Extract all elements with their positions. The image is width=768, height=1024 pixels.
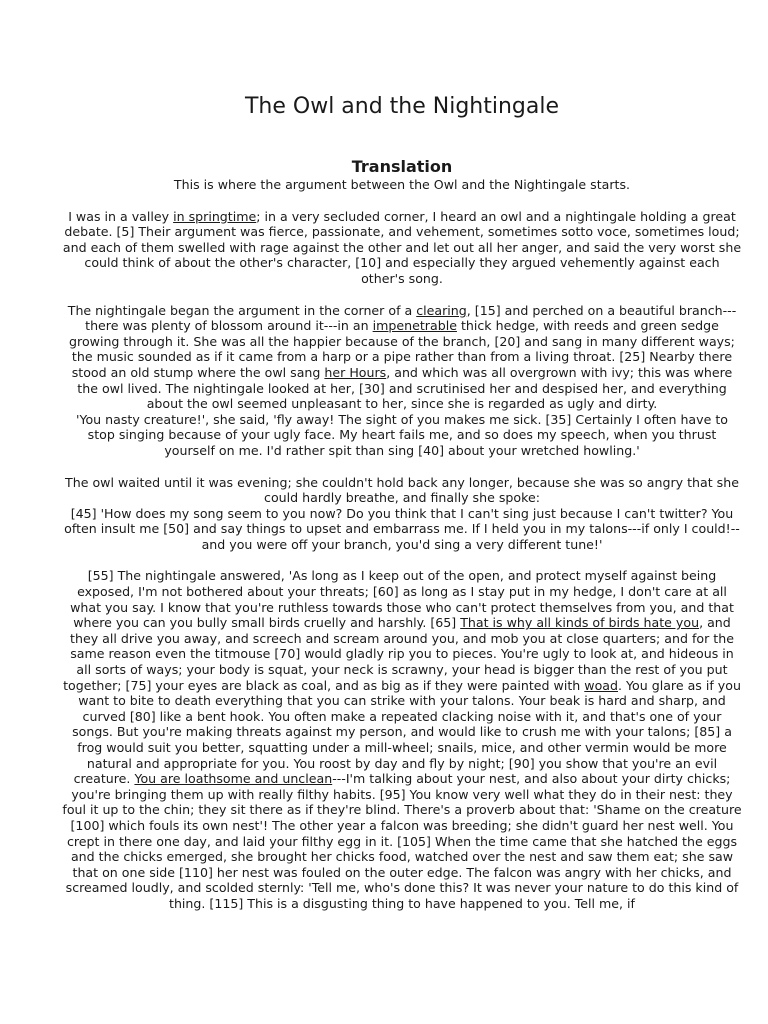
underlined-phrase: clearing [416, 302, 467, 318]
text-span: . You glare as if you want to bite to death everything that you can strike with your talons. Your beak is hard and sharp, and curved [80] like a bent hook. You often make a repeated clacking noise with it, and that's one of your songs. But you're making threats against my person, and would like to crush me with your talons; [85] a frog would suit you better, squatting under a mill-wheel; snails, mice, and other vermin would be more natural and appropriate for you. You roost by day and fly by night; [90] you show that you're an evil creature. [72, 677, 741, 787]
underlined-phrase: That is why all kinds of birds hate you [460, 615, 700, 631]
section-heading: Translation [351, 157, 453, 176]
text-span: [45] 'How does my song seem to you now? Do you think that I can't sing just because I can't twitter? You often insult me [50] and say things to upset and embarrass me. If I held you in my talons---if only I could!--and you were off your branch, you'd sing a very different tune!' [64, 505, 740, 552]
text-span: The nightingale began the argument in the corner of a [67, 302, 417, 318]
paragraph-4 [62, 568, 742, 911]
intro-paragraph: This is where the argument between the Owl and the Nightingale starts. [173, 177, 631, 192]
paragraph-1 [62, 209, 742, 287]
underlined-phrase: impenetrable [372, 318, 457, 334]
underlined-phrase: You are loathsome and unclean [134, 771, 333, 787]
text-span: [55] The nightingale answered, 'As long as I keep out of the open, and protect myself against being exposed, I'm not bothered about your threats; [60] as long as I stay put in my hedge, I don't care at all what you say. I know that you're ruthless towards those who can't protect themselves from you, and that where you can you bully small birds cruelly and harshly. [65] [70, 568, 734, 631]
text-span: I was in a valley [68, 208, 174, 224]
text-span: ---I'm talking about your nest, and also about your dirty chicks; you're bringing them up with really filthy habits. [95] You know very well what they do in their nest: they foul it up to the chin; they sit there as if they're blind. There's a proverb about that: 'Shame on the creature [100] which fouls its own nest'! The other year a falcon was breeding; she didn't guard her nest well. You crept in there one day, and laid your filthy egg in it. [105] When the time came that she hatched the eggs and the chicks emerged, she brought her chicks food, watched over the nest and saw them eat; she saw that on one side [110] her nest was fouled on the outer edge. The falcon was angry with her chicks, and screamed loudly, and scolded sternly: 'Tell me, who's done this? It was never your nature to do this kind of thing. [115] This is a disgusting thing to have happened to you. Tell me, if [62, 771, 742, 911]
document-title: The Owl and the Nightingale [244, 94, 560, 119]
underlined-phrase: woad [584, 677, 618, 693]
paragraph-2 [62, 303, 742, 459]
underlined-phrase: in springtime [173, 208, 257, 224]
text-span: , and they all drive you away, and screech and scream around you, and mob you at close quarters; and for the same reason even the titmouse [70] would gladly rip you to pieces. You're ugly to look at, and hideous in all sorts of ways; your body is squat, your neck is scrawny, your head is bigger than the rest of you put together; [75] your eyes are black as coal, and as big as if they were painted with [63, 615, 734, 693]
text-span: thick hedge, with reeds and green sedge growing through it. She was all the happier because of the branch, [20] and sang in many different ways; the music sounded as if it came from a harp or a pipe rather than from a living throat. [25] Nearby there stood an old stump where the owl sang [69, 318, 735, 380]
text-span: ; in a very secluded corner, I heard an owl and a nightingale holding a great debate. [5] Their argument was fierce, passionate, and vehement, sometimes sotto voce, sometimes loud; and each of them swelled with rage against the other and let out all her anger, and said the very worst she could think of about the other's character, [10] and especially they argued vehemently against each other's song. [62, 208, 742, 286]
text-span: , and which was all overgrown with ivy; this was where the owl lived. The nightingale looked at her, [30] and scrutinised her and despised her, and everything about the owl seemed unpleasant to her, since she is regarded as ugly and dirty. [77, 364, 733, 412]
document-body [62, 177, 742, 928]
paragraph-3 [62, 475, 742, 553]
underlined-phrase: her Hours [324, 364, 387, 380]
text-span: 'You nasty creature!', she said, 'fly away! The sight of you makes me sick. [35] Certainly I often have to stop singing because of your ugly face. My heart fails me, and so does my speech, when you thrust yourself on me. I'd rather spit than sing [40] about your wretched howling.' [75, 411, 728, 458]
text-span: , [15] and perched on a beautiful branch---there was plenty of blossom around it---in an [85, 302, 737, 334]
text-span: The owl waited until it was evening; she couldn't hold back any longer, because she was so angry that she could hardly breathe, and finally she spoke: [65, 474, 739, 506]
